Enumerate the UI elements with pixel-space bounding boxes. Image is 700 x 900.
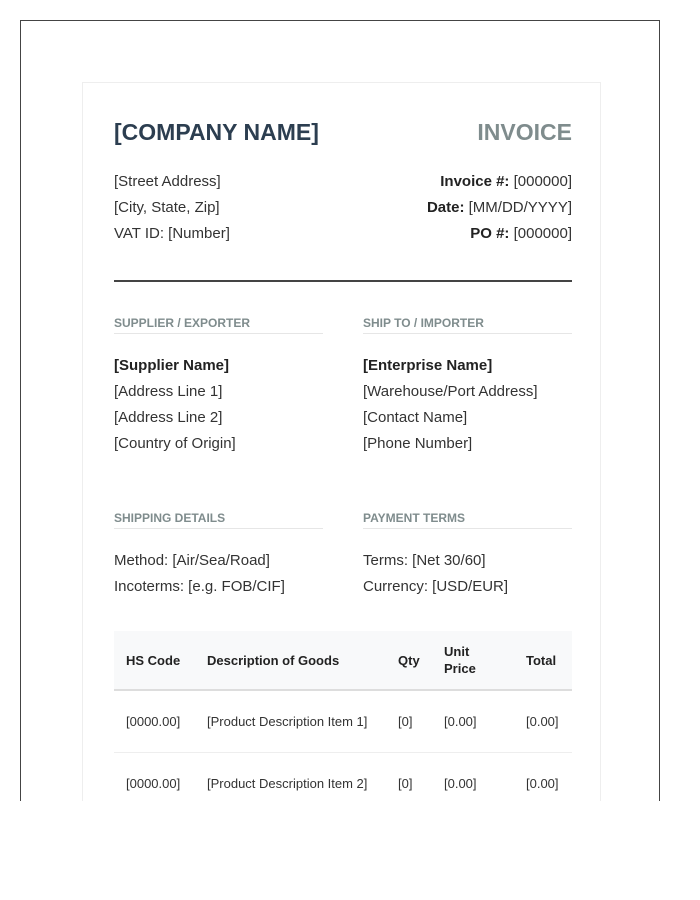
line-items-table bbox=[114, 631, 572, 801]
shipping-details bbox=[114, 548, 323, 600]
company-name: [COMPANY NAME] bbox=[114, 119, 319, 145]
invoice-date-label: Date: bbox=[426, 199, 465, 216]
shipping-section bbox=[114, 511, 323, 600]
invoice-date bbox=[427, 195, 572, 221]
ship-to-section bbox=[363, 316, 572, 457]
supplier-heading: SUPPLIER / EXPORTER bbox=[114, 316, 323, 334]
ship-to-details bbox=[363, 353, 572, 457]
invoice-number bbox=[427, 169, 572, 195]
contact-name: [Contact Name] bbox=[363, 409, 468, 426]
hs-code-cell: [0000.00] bbox=[114, 690, 195, 753]
supplier-section bbox=[114, 316, 323, 457]
qty-header: Qty bbox=[386, 631, 432, 690]
table-header-row bbox=[114, 631, 572, 690]
warehouse-address: [Warehouse/Port Address] bbox=[363, 383, 538, 400]
total-header: Total bbox=[514, 631, 572, 690]
enterprise-name: [Enterprise Name] bbox=[363, 357, 493, 374]
hs-code-header: HS Code bbox=[114, 631, 195, 690]
unit-price-cell: [0.00] bbox=[432, 690, 514, 753]
qty-cell: [0] bbox=[386, 690, 432, 753]
invoice-number-value: [000000] bbox=[513, 173, 572, 190]
supplier-address-line-2: [Address Line 2] bbox=[114, 409, 223, 426]
unit-price-cell: [0.00] bbox=[432, 753, 514, 802]
city-state-zip: [City, State, Zip] bbox=[114, 199, 220, 216]
shipping-method: Method: [Air/Sea/Road] bbox=[114, 552, 270, 569]
total-cell: [0.00] bbox=[514, 753, 572, 802]
street-address: [Street Address] bbox=[114, 173, 221, 190]
document-title: INVOICE bbox=[477, 119, 572, 145]
phone-number: [Phone Number] bbox=[363, 435, 473, 452]
supplier-details bbox=[114, 353, 323, 457]
supplier-name: [Supplier Name] bbox=[114, 357, 230, 374]
ship-to-heading: SHIP TO / IMPORTER bbox=[363, 316, 572, 334]
po-number-value: [000000] bbox=[513, 225, 572, 242]
description-cell: [Product Description Item 2] bbox=[195, 753, 386, 802]
description-header: Description of Goods bbox=[195, 631, 386, 690]
vat-id: VAT ID: [Number] bbox=[114, 225, 230, 242]
payment-details bbox=[363, 548, 572, 600]
payment-heading: PAYMENT TERMS bbox=[363, 511, 572, 529]
description-cell: [Product Description Item 1] bbox=[195, 690, 386, 753]
unit-price-header: Unit Price bbox=[432, 631, 514, 690]
shipping-heading: SHIPPING DETAILS bbox=[114, 511, 323, 529]
table-row bbox=[114, 690, 572, 753]
po-number-label: PO #: bbox=[470, 225, 510, 242]
document-frame bbox=[20, 20, 660, 801]
invoice-date-value: [MM/DD/YYYY] bbox=[468, 199, 572, 216]
invoice-sheet bbox=[82, 82, 601, 801]
incoterms: Incoterms: [e.g. FOB/CIF] bbox=[114, 578, 285, 595]
po-number bbox=[427, 221, 572, 247]
payment-terms: Terms: [Net 30/60] bbox=[363, 552, 486, 569]
supplier-address-line-1: [Address Line 1] bbox=[114, 383, 223, 400]
currency: Currency: [USD/EUR] bbox=[363, 578, 509, 595]
invoice-number-label: Invoice #: bbox=[440, 173, 510, 190]
payment-section bbox=[363, 511, 572, 600]
hs-code-cell: [0000.00] bbox=[114, 753, 195, 802]
table-row bbox=[114, 753, 572, 802]
invoice-meta bbox=[427, 169, 572, 247]
supplier-country: [Country of Origin] bbox=[114, 435, 236, 452]
header-divider bbox=[114, 280, 572, 282]
company-address bbox=[114, 169, 230, 247]
qty-cell: [0] bbox=[386, 753, 432, 802]
total-cell: [0.00] bbox=[514, 690, 572, 753]
